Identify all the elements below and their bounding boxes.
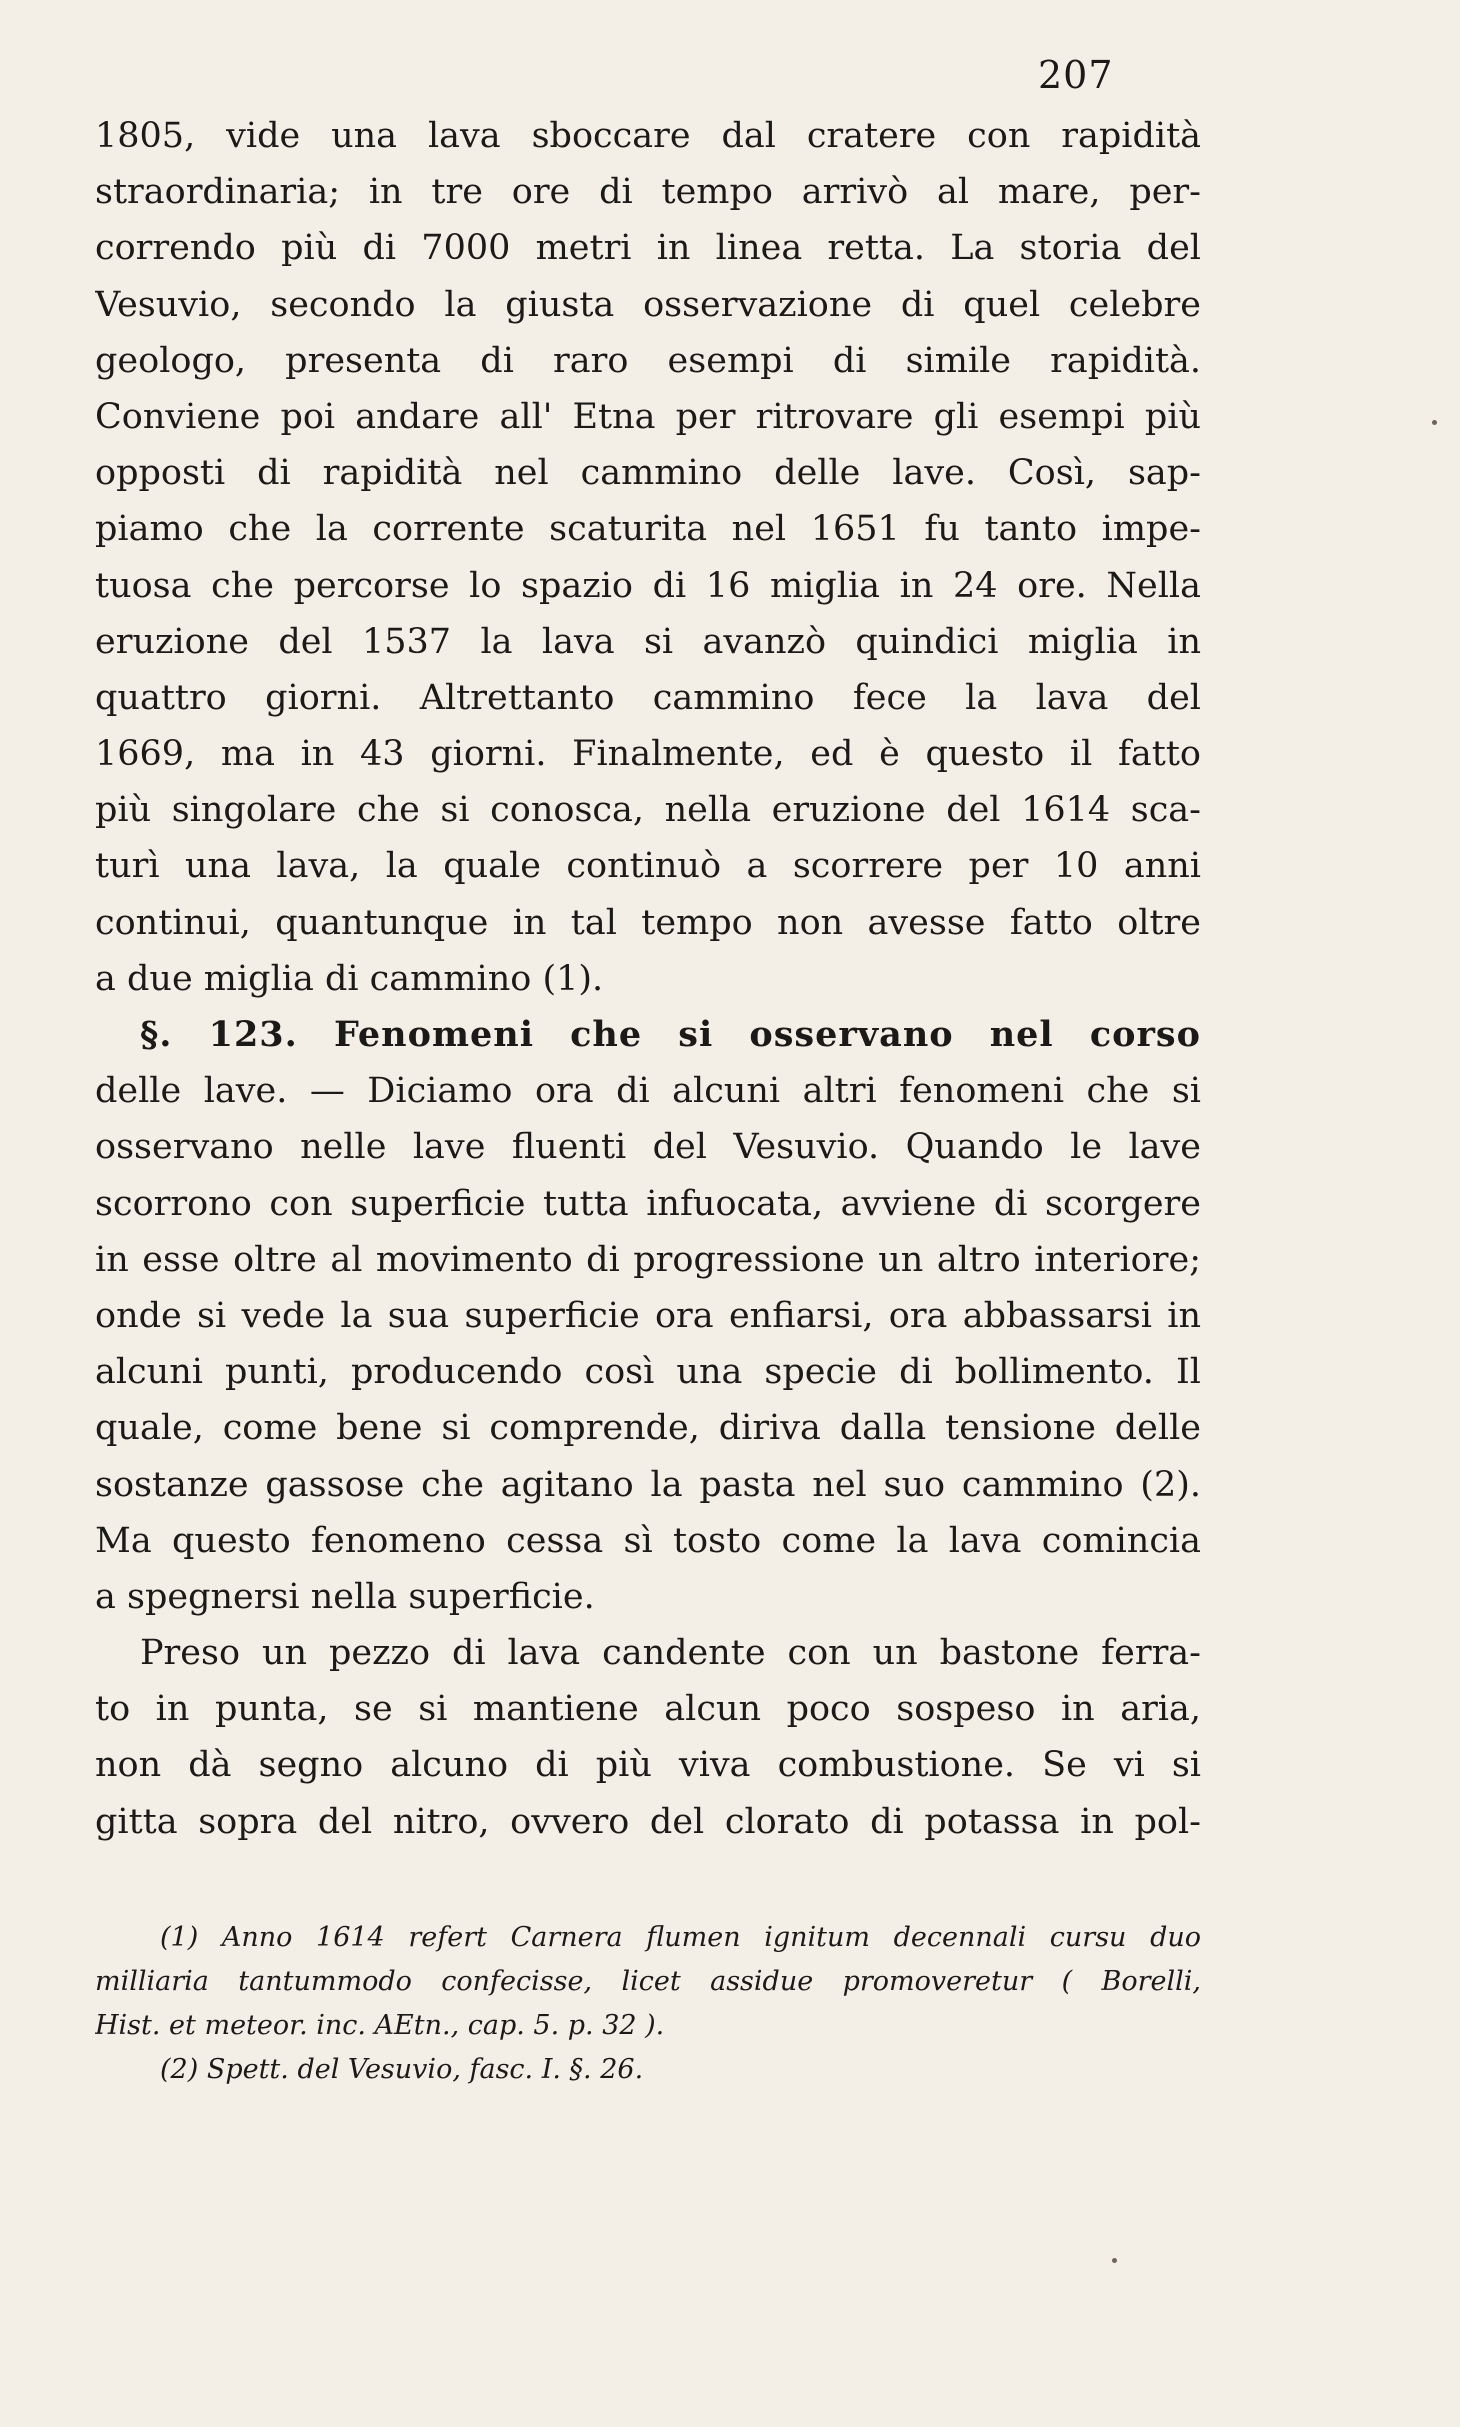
footnote-line: Hist. et meteor. inc. AEtn., cap. 5. p. 32 ).	[95, 2010, 665, 2041]
text-line: turì una lava, la quale continuò a scorrere per 10 anni	[95, 846, 1201, 887]
text-line: quattro giorni. Altrettanto cammino fece la lava del	[95, 677, 1201, 718]
text-line: non dà segno alcuno di più viva combustione. Se vi si	[95, 1745, 1201, 1786]
page-number: 207	[1038, 53, 1114, 97]
text-line: continui, quantunque in tal tempo non avesse fatto oltre	[95, 902, 1201, 943]
text-line: onde si vede la sua superficie ora enfiarsi, ora abbassarsi in	[95, 1295, 1201, 1336]
footnote-line: (2) Spett. del Vesuvio, fasc. I. §. 26.	[160, 2054, 644, 2085]
text-line: a due miglia di cammino (1).	[95, 958, 604, 999]
text-line: delle lave. — Diciamo ora di alcuni altri fenomeni che si	[95, 1071, 1201, 1112]
text-line: alcuni punti, producendo così una specie di bollimento. Il	[95, 1352, 1201, 1393]
text-line: a spegnersi nella superficie.	[95, 1576, 595, 1617]
text-line: straordinaria; in tre ore di tempo arrivò al mare, per-	[95, 172, 1201, 213]
text-line: Preso un pezzo di lava candente con un bastone ferra-	[140, 1633, 1201, 1674]
text-line: 1805, vide una lava sboccare dal cratere con rapidità	[95, 116, 1201, 156]
text-line: piamo che la corrente scaturita nel 1651 fu tanto impe-	[95, 509, 1201, 550]
text-line: gitta sopra del nitro, ovvero del clorato di potassa in pol-	[95, 1801, 1201, 1842]
text-line: Vesuvio, secondo la giusta osservazione di quel celebre	[95, 284, 1201, 325]
text-line: 1669, ma in 43 giorni. Finalmente, ed è questo il fatto	[95, 734, 1201, 775]
paper-speck	[1432, 420, 1437, 425]
text-line: Conviene poi andare all' Etna per ritrovare gli esempi più	[95, 396, 1201, 437]
text-line: geologo, presenta di raro esempi di simile rapidità.	[95, 340, 1201, 381]
footnotes	[95, 1916, 1201, 2092]
text-line: eruzione del 1537 la lava si avanzò quindici miglia in	[95, 621, 1201, 662]
body-text	[95, 108, 1201, 1850]
section-heading: §. 123. Fenomeni che si osservano nel corso	[140, 1014, 1201, 1055]
footnote-line: milliaria tantummodo confecisse, licet assidue promoveretur ( Borelli,	[95, 1966, 1201, 1997]
text-line: più singolare che si conosca, nella eruzione del 1614 sca-	[95, 790, 1201, 831]
text-line: tuosa che percorse lo spazio di 16 miglia in 24 ore. Nella	[95, 565, 1201, 606]
text-line: sostanze gassose che agitano la pasta nel suo cammino (2).	[95, 1464, 1201, 1505]
footnote-line: (1) Anno 1614 refert Carnera flumen ignitum decennali cursu duo	[160, 1922, 1201, 1953]
text-line: Ma questo fenomeno cessa sì tosto come la lava comincia	[95, 1520, 1201, 1561]
text-line: quale, come bene si comprende, diriva dalla tensione delle	[95, 1408, 1201, 1449]
text-line: to in punta, se si mantiene alcun poco sospeso in aria,	[95, 1689, 1201, 1730]
text-line: osservano nelle lave fluenti del Vesuvio. Quando le lave	[95, 1127, 1201, 1168]
text-line: correndo più di 7000 metri in linea retta. La storia del	[95, 228, 1201, 269]
paper-speck	[1112, 2258, 1117, 2263]
text-line: scorrono con superficie tutta infuocata, avviene di scorgere	[95, 1183, 1201, 1224]
text-line: opposti di rapidità nel cammino delle lave. Così, sap-	[95, 453, 1201, 494]
text-line: in esse oltre al movimento di progressione un altro interiore;	[95, 1239, 1201, 1280]
